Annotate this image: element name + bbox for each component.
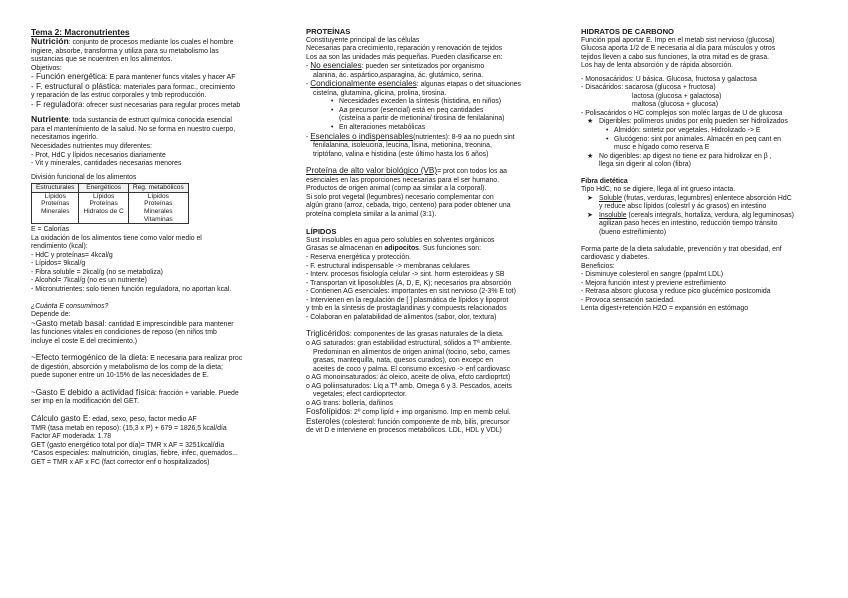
paragraph: *Casos especiales: malnutrición, cirugías, fiebre, infec, quemados... bbox=[31, 450, 238, 458]
paragraph: Necesidades nutrientes muy diferentes: bbox=[31, 143, 153, 151]
paragraph: ser imp en la modificación del GET. bbox=[31, 398, 139, 406]
column-proteinas-lipidos bbox=[306, 27, 551, 436]
paragraph: Grasas se almacenan en adipocitos. Sus funciones son: bbox=[306, 245, 482, 253]
table-cell: Proteínas bbox=[32, 200, 79, 208]
paragraph: Sust insolubles en agua pero solubles en solventes orgánicos bbox=[306, 236, 495, 244]
list-item: y tmb en la síntesis de prostaglandinas y compuests relacionados bbox=[306, 305, 507, 313]
list-item: - F reguladora: ofrecer sust necesarias para regular proces metab bbox=[31, 99, 241, 109]
paragraph: Beneficios: bbox=[581, 262, 615, 270]
paragraph: Lenta digest+retención H2O = expansión en estómago bbox=[581, 305, 749, 313]
list-item: - Vit y minerales, cantidades necesarias menores bbox=[31, 160, 182, 168]
arrow-item: ➤ Insoluble (cereals integrals, hortaliza, verdura, alg leguminosas) bbox=[587, 211, 794, 219]
list-item: - Mejora función intest y previene estreñimiento bbox=[581, 279, 726, 287]
star-icon: ★ bbox=[587, 152, 594, 160]
table-cell: Minerales bbox=[32, 208, 79, 216]
list-item: - Fibra soluble = 2kcal/g (no se metaboliza) bbox=[31, 268, 163, 276]
column-hidratos bbox=[581, 27, 831, 314]
star-item: llega sin digerir al colon (fibra) bbox=[599, 161, 691, 169]
list-item: - Monosacáridos: U básica. Glucosa, fructosa y galactosa bbox=[581, 75, 757, 83]
list-item: - Función energética: E para mantener funcs vitales y hacer AF bbox=[31, 72, 236, 82]
table-cell: Vitaminas bbox=[128, 216, 188, 224]
list-item: - F. estructural o plástica: materiales para formac., crecimiento bbox=[31, 81, 236, 91]
paragraph: Nutriente: toda sustancia de estruct química conocida esencial bbox=[31, 114, 232, 125]
paragraph: ingiere, absorbe, transforma y utiliza para su metabolismo las bbox=[31, 47, 219, 55]
list-item: - Interv. procesos fisiología celular -> sint. horm esteroideas y SB bbox=[306, 271, 505, 279]
list-item: - Colaboran en palatabilidad de alimentos (sabor, olor, textura) bbox=[306, 313, 497, 321]
paragraph: GET (gasto energético total por día)= TMR x AF = 3251kcal/día bbox=[31, 441, 225, 449]
star-item: ★ Digeribles: polímeros unidos por enlq pueden ser hidrolizados bbox=[587, 118, 788, 126]
bullet-item: • Almidón: sintetiz por vegetales. Hidrolizado -> E bbox=[606, 126, 761, 134]
column-macronutrientes bbox=[31, 27, 276, 467]
list-item: - Intervienen en la regulación de [ ] plasmática de lípidos y lipoprot bbox=[306, 296, 509, 304]
list-item: - Condicionalmente esenciales: algunas etapas o det situaciones bbox=[306, 79, 521, 89]
list-item: - Micronutrientes: solo tienen función reguladora, no aportan kcal. bbox=[31, 286, 232, 293]
table-cell bbox=[79, 216, 128, 224]
table-cell: Lípidos bbox=[32, 192, 79, 200]
table-cell: Hidratos de C bbox=[79, 208, 128, 216]
list-item: lactosa (glucosa + galactosa) bbox=[632, 92, 722, 100]
paragraph: Depende de: bbox=[31, 311, 71, 319]
table-cell: Lípidos bbox=[128, 192, 188, 200]
list-item: Predominan en alimentos de origen animal (tocino, sebo, carnes bbox=[313, 348, 510, 356]
paragraph: Función ppal aportar E. Imp en el metab sist nervioso (glucosa) bbox=[581, 36, 775, 44]
list-item: cisteína, glutamina, glicina, prolina, tirosina. bbox=[313, 89, 447, 97]
paragraph: para el mantenimiento de la salud. No se forma en nuestro cuerpo, bbox=[31, 125, 236, 133]
arrow-item: agilizan paso heces en intestino, reducción tiempo tránsito bbox=[599, 220, 778, 228]
list-item: - Alcohol= 7kcal/g (no es un nutriente) bbox=[31, 277, 147, 285]
section-title: PROTEÍNAS bbox=[306, 27, 351, 36]
subheading: Fibra dietética bbox=[581, 177, 628, 185]
label: Objetivos: bbox=[31, 64, 62, 72]
paragraph: ~Gasto E debido a actividad física: fracción + variable. Puede bbox=[31, 387, 239, 397]
list-item: o AG saturados: gran estabilidad estructural, sólidos a Tª ambiente. bbox=[306, 339, 512, 347]
bullet-item: musc e hígado como reserva E bbox=[614, 144, 710, 152]
paragraph: sustancias que se ncuentren en los alimentos. bbox=[31, 56, 173, 64]
paragraph: Cálculo gasto E: edad, sexo, peso, factor medio AF bbox=[31, 414, 197, 424]
arrow-icon: ➤ bbox=[587, 211, 593, 219]
bullet-item: • En alteraciones metabólicas bbox=[331, 123, 426, 131]
list-item: grasas, mantequilla, nata, quesos curados), con excepc en bbox=[313, 357, 494, 365]
paragraph: Glucosa aporta 1/2 de E necesaria al día para músculos y otros bbox=[581, 45, 776, 53]
paragraph: puede suponer entre un 10-15% de las necesidades de E. bbox=[31, 372, 209, 380]
table-cell bbox=[32, 216, 79, 224]
paragraph: Los hay de lenta absorción y de rápida absorción. bbox=[581, 62, 734, 70]
list-item: y reparación de las estruc corporales y tmb reproducción. bbox=[31, 92, 207, 100]
paragraph: cardiovasc y diabetes. bbox=[581, 254, 650, 262]
section-title: HIDRATOS DE CARBONO bbox=[581, 27, 674, 36]
list-item: - Prot, HdC y lípidos necesarios diariamente bbox=[31, 151, 166, 159]
table-cell: Proteínas bbox=[128, 200, 188, 208]
list-item: - F. estructural indispensable -> membranas celulares bbox=[306, 262, 470, 270]
section-title: LÍPIDOS bbox=[306, 227, 337, 237]
list-item: - Retrasa absorc glucosa y reduce pico glucémico postcomida bbox=[581, 288, 771, 296]
list-item: - Provoca sensación saciedad. bbox=[581, 296, 675, 304]
paragraph: TMR (tasa metab en reposo): (15,3 x P) + 679 = 1826,5 kcal/día bbox=[31, 424, 227, 432]
paragraph: Necesarias para crecimiento, reparación y renovación de tejidos bbox=[306, 45, 503, 53]
list-item: - No esenciales: pueden ser sintetizados por organismo bbox=[306, 61, 485, 71]
arrow-item: y reduce absc lípidos (colestrl y ác grasos) en intestino bbox=[599, 203, 767, 211]
paragraph: Los aa son las unidades más pequeñas. Pueden clasificarse en: bbox=[306, 53, 503, 61]
paragraph: E = Calorías bbox=[31, 226, 70, 234]
paragraph: proteína completa similar a la animal (3:1). bbox=[306, 210, 437, 218]
paragraph: rendimiento (kcal): bbox=[31, 243, 88, 251]
list-item: o AG poliinsaturados: Líq a Tª amb. Omega 6 y 3. Pescados, aceits bbox=[306, 382, 512, 390]
paragraph: incluye el coste E del crecimiento.) bbox=[31, 337, 138, 345]
list-item: - HdC y proteínas= 4kcal/g bbox=[31, 251, 113, 259]
paragraph: Productos de origen animal (comp aa similar a la corporal). bbox=[306, 185, 487, 193]
paragraph: ~Gasto metab basal: cantidad E imprescindible para mantener bbox=[31, 318, 234, 328]
paragraph: Constituyente principal de las células bbox=[306, 36, 420, 44]
section-title: Tema 2: Macronutrientes bbox=[31, 27, 130, 37]
table-cell: Lípidos bbox=[79, 192, 128, 200]
table-header: Estructurales bbox=[32, 184, 79, 193]
paragraph: La oxidación de los alimentos tiene como valor medio el bbox=[31, 234, 202, 242]
subheading: ¿Cuánta E consumimos? bbox=[31, 302, 109, 310]
table-cell: Proteínas bbox=[79, 200, 128, 208]
paragraph: GET = TMR x AF x FC (fact corrector enf o hospitalizados) bbox=[31, 458, 210, 466]
paragraph: Si solo prot vegetal (legumbres) necesario complementar con bbox=[306, 193, 494, 201]
star-item: ★ No digeribles: ap digest no tiene ez para hidrolizar en β , bbox=[587, 152, 772, 160]
list-item: maltosa (glucosa + glucosa) bbox=[632, 101, 718, 109]
list-item: vegetales; efect cardioprtector. bbox=[313, 391, 407, 399]
paragraph: Proteína de alto valor biológico (VB)= prot con todos los aa bbox=[306, 166, 507, 176]
list-item: - Lípidos= 9kcal/g bbox=[31, 260, 86, 268]
arrow-item: ➤ Soluble (frutas, verduras, legumbres) enlentece absorción HdC bbox=[587, 194, 792, 202]
paragraph: algún grano (arroz, cebada, trigo, centeno) para poder obtener una bbox=[306, 202, 511, 210]
paragraph: esenciales en las proporciones necesarias para el ser humano. bbox=[306, 176, 500, 184]
paragraph: Fosfolípidos: 2º comp lipíd + imp organismo. Imp en memb celul. bbox=[306, 407, 511, 417]
table-header: Reg. metabólicos bbox=[128, 184, 188, 193]
list-item: aceites de coco y palma. El consumo excesivo -> enf cardiovasc bbox=[313, 365, 511, 373]
paragraph: Tipo HdC, no se digiere, llega al int grueso intacta. bbox=[581, 186, 736, 194]
list-item: - Reserva energética y protección. bbox=[306, 254, 411, 262]
list-item: - Transportan vit liposolubles (A, D, E, K); necesarios pra absorción bbox=[306, 279, 512, 287]
bullet-item: • Glucógeno: sint por animales. Almacén en peq cant en bbox=[606, 135, 782, 143]
arrow-icon: ➤ bbox=[587, 194, 593, 202]
star-icon: ★ bbox=[587, 118, 594, 126]
paragraph: de digestión, absorción y metabolismo de los comp de la dieta; bbox=[31, 363, 223, 371]
bullet-item: (cisteína a partir de metionina/ tirosina de fenilalanina) bbox=[339, 115, 505, 123]
list-item: - Esenciales o indispensables(nutrientes): 8-9 aa no puedn sint bbox=[306, 131, 515, 141]
list-item: - Disminuye colesterol en sangre (ppalmt LDL) bbox=[581, 271, 724, 279]
paragraph: Esteroles (colesterol: función componente de mb, bilis, precursor bbox=[306, 416, 510, 426]
list-item: triptófano, valina e histidina (este último hasta los 6 años) bbox=[313, 150, 489, 158]
food-function-table bbox=[31, 183, 189, 224]
bullet-item: • Aa precursor (esencial) está en peq cantidades bbox=[331, 106, 484, 114]
paragraph: Triglicéridos: componentes de las grasas naturales de la dieta. bbox=[306, 329, 504, 339]
arrow-item: (bueno estreñimiento) bbox=[599, 228, 667, 236]
list-item: o AG trans: bollería, dañinos bbox=[306, 399, 393, 407]
list-item: o AG monoinsaturados: ác oleico, aceite de oliva, efcto cardioprtct) bbox=[306, 374, 511, 382]
list-item: alanina, ác. aspártico,asparagina, ác. glutámico, serina. bbox=[313, 71, 484, 79]
list-item: - Contienen AG esenciales: importantes en sist nervioso (2-3% E tot) bbox=[306, 288, 516, 296]
paragraph: Nutrición: conjunto de procesos mediante los cuales el hombre bbox=[31, 36, 234, 46]
bullet-item: • Necesidades exceden la síntesis (histidina, en niños) bbox=[331, 98, 502, 106]
list-item: - Polisacáridos o HC complejos son moléc largas de U de glucosa bbox=[581, 109, 783, 117]
paragraph: las funciones vitales en condiciones de reposo (en niños tmb bbox=[31, 329, 217, 337]
table-caption: División funcional de los alimentos bbox=[31, 173, 137, 181]
table-header: Energéticos bbox=[79, 184, 128, 193]
paragraph: de vit D e interviene en procesos metabólicos. LDL, HDL y VDL) bbox=[306, 427, 502, 435]
paragraph: Factor AF moderada: 1.78 bbox=[31, 433, 112, 441]
paragraph: ~Efecto termogénico de la dieta: E necesaria para realizar proc bbox=[31, 353, 243, 363]
paragraph: necesitamos ingerirlo. bbox=[31, 134, 99, 142]
list-item: - Disacáridos: sacarosa (glucosa + fructosa) bbox=[581, 84, 716, 92]
paragraph: tejidos lleven a cabo sus funciones, la otra mitad es de grasa. bbox=[581, 53, 770, 61]
table-cell: Minerales bbox=[128, 208, 188, 216]
list-item: fenilalanina, isoleucina, leucina, lisina, metionina, treonina, bbox=[313, 142, 492, 150]
paragraph: Forma parte de la dieta saludable, prevención y trat obesidad, enf bbox=[581, 245, 782, 253]
